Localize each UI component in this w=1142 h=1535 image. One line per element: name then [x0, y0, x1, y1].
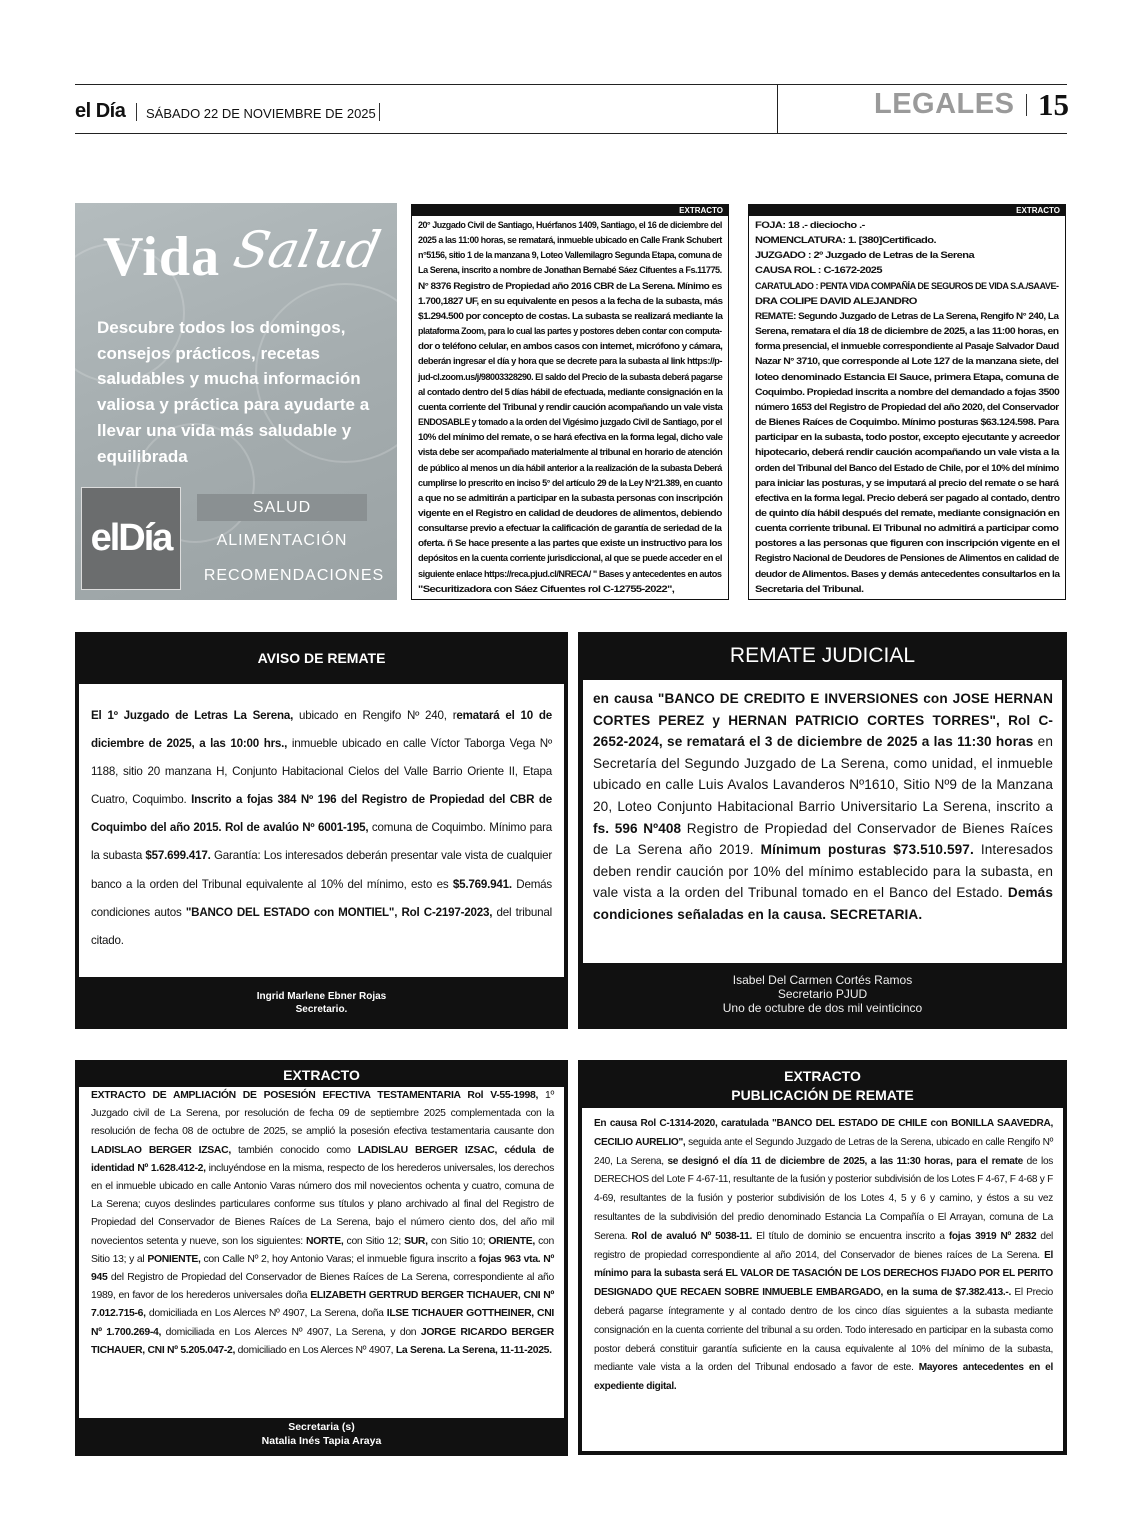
extracto-publicacion-box [578, 1060, 1067, 1455]
text: del registro de propiedad correspondiente al año 2014, del Conservador de bienes raíces de La Serena. [594, 1230, 1053, 1261]
extract-line: NOMENCLATURA: 1. [380]Certificado. [755, 235, 936, 246]
extract-line: postores a las personas que figuren con inscripción vigente en el [755, 538, 1060, 549]
extract-line: Nazar N° 3710, que corresponde al Lote 127 de la manzana siete, del [755, 356, 1059, 367]
extract-line: DRA COLIPE DAVID ALEJANDRO [755, 295, 917, 306]
text-bold: El 1º Juzgado de Letras La Serena, [91, 709, 294, 722]
extract-line: La Serena, inscrito a nombre de Jonathan Bernabé Sáez Cifuentes a Fs.11775. [418, 265, 722, 276]
newspaper-logo: el Día [75, 100, 126, 122]
text-bold: Inscrito a fojas 384 Nº 196 del Registro de Propiedad del CBR de Coquimbo del año 2015. Rol de avalúo Nº 6001-195, [91, 793, 552, 835]
notice-title-line: EXTRACTO [784, 1068, 861, 1084]
extracto-posesion-box [75, 1060, 568, 1456]
extract-line: Secretaria del Tribunal. [755, 583, 864, 594]
text: El título de dominio se encuentra inscrito a [752, 1230, 949, 1242]
notice-title [578, 1067, 1067, 1105]
extract-line: al contado dentro del 5 días hábil de efectuada, mediante consignación en la [418, 386, 723, 397]
header-pipe [136, 103, 137, 121]
extract-line: JUZGADO : 2º Juzgado de Letras de la Serena [755, 250, 975, 261]
text: también conocido como [230, 1144, 358, 1156]
extract-body [412, 216, 728, 597]
text-bold: Demás condiciones señaladas en la causa. SECRETARIA. [593, 885, 1053, 922]
extract-line: consultarse previo a efectuar la calificación de garantía de seriedad de la [418, 523, 722, 534]
signature-role: Secretario. [295, 1004, 348, 1015]
header-divider [777, 84, 778, 134]
text: del tribunal citado. [91, 905, 553, 947]
text-bold: EXTRACTO DE AMPLIACIÓN DE POSESIÓN EFECTIVA TESTAMENTARIA Rol V-55-1998, [91, 1090, 539, 1101]
extract-line: depósitos en la cuenta corriente jurisdiccional, al que se puede acceder en el [418, 553, 722, 564]
signature-name: Isabel Del Carmen Cortés Ramos [732, 973, 913, 987]
notice-body-panel [79, 684, 564, 977]
extract-line: cuenta corriente del Tribunal y rendir caución acompañando un vale vista [418, 401, 723, 412]
text-bold: se designó el día 11 de diciembre de 2025, a las 11:30 horas, para el remate [667, 1155, 1023, 1167]
text-bold: PONIENTE, [147, 1253, 201, 1265]
text-bold: Mínimum posturas $73.510.597. [760, 842, 974, 858]
header-top-rule [75, 84, 1067, 85]
extract-line: "Securitizadora con Sáez Cifuentes rol C-12755-2022", [418, 583, 675, 594]
header-pipe [379, 103, 380, 121]
text-bold: $5.769.941. [452, 877, 512, 891]
notice-signature [578, 973, 1067, 1015]
text-bold: El mínimo para la subasta será EL VALOR DE TASACIÓN DE LOS DERECHOS FIJADO POR EL PERITO DESIGNADO QUE RECAEN SOBRE INMUEBLE EMBARGADO, en la suma de $7.382.413.-. [594, 1249, 1053, 1299]
text: Demás condiciones autos [91, 877, 552, 919]
text-bold: NORTE, [305, 1235, 344, 1247]
notice-body [79, 684, 564, 955]
text: incluyéndose en la misma, respecto de los herederos universales, los derechos en el inmueble ubicado en calle Antonio Varas número dos mil novecientos ochenta y cuatro, comuna de La Serena; cuyos deslindes particulares conforme sus títulos y plano archivado al final del Registro de Propiedad del Conservador de Bienes Raíces de La Serena, bajo el número ciento dos, del año mil novecientos setenta y nueve, son los siguientes: [91, 1162, 554, 1247]
text-bold: fojas 963 vta. Nº 945 [91, 1253, 554, 1284]
vida-salud-ad [75, 203, 397, 600]
text: seguida ante el Segundo Juzgado de Letras de la Serena, ubicado en calle Rengifo Nº 240, La Serena, [594, 1136, 1054, 1167]
extract-line: de quinto día hábil después del remate, mediante consignación en [755, 507, 1060, 518]
notice-body-panel [582, 1108, 1063, 1451]
extract-line: orden del Tribunal del Banco del Estado de Chile, por el 10% del mínimo [755, 462, 1059, 473]
extract-line: efectiva en la forma legal. Precio deberá ser pagado al contado, dentro [755, 492, 1060, 503]
notice-body-panel [79, 1087, 564, 1418]
notice-title: REMATE JUDICIAL [729, 644, 916, 667]
extract-line: dor o teléfono celular, en ambos casos con internet, micrófono y cámara, [418, 341, 723, 352]
text: domiciliada en Los Alerces Nº 4907, La Serena, doña [145, 1308, 387, 1320]
text: 1º Juzgado civil de La Serena, por resolución de fecha 09 de septiembre 2025 complementada con la resolución de fecha 08 de octubre de 2025, se amplió la posesión efectiva testamentaria causante don [91, 1090, 554, 1138]
el-dia-logo: elDía [81, 487, 181, 590]
text-bold: JORGE RICARDO BERGER TICHAUER, CNI Nº 5.205.047-2, [91, 1326, 555, 1356]
text-bold: ELIZABETH GERTRUD BERGER TICHAUER, CNI Nº 7.012.715-6, [91, 1290, 555, 1320]
notice-title: AVISO DE REMATE [257, 650, 386, 666]
text-bold: Mayores antecedentes en el expediente digital. [594, 1362, 1053, 1393]
text-bold: LADISLAU BERGER IZSAC, cédula de identidad Nº 1.628.412-2, [91, 1144, 554, 1174]
text-bold: La Serena. La Serena, 11-11-2025. [395, 1344, 552, 1356]
text: con Calle Nº 2, hoy Antonio Varas; el inmueble figura inscrito a [200, 1253, 479, 1265]
header-pipe [1026, 94, 1027, 116]
extract-line: jud-cl.zoom.us/j/98003328290. El saldo del Precio de la subasta deberá pagarse [418, 371, 723, 382]
extract-line: CARATULADO : PENTA VIDA COMPAÑÍA DE SEGUROS DE VIDA S.A./SAAVE- [755, 280, 1059, 291]
ad-tag-alimentacion: ALIMENTACIÓN [216, 532, 348, 549]
text: domiciliado en Los Alerces Nº 4907, [235, 1344, 396, 1356]
signature-name: Natalia Inés Tapia Araya [261, 1434, 382, 1447]
remate-judicial-box [578, 632, 1067, 1029]
extract-line: deberán ingresar el día y hora que se decrete para la subasta al link https://p- [418, 356, 723, 367]
ad-title-vida: Vida [103, 226, 221, 288]
text: de los DERECHOS del Lote F 4-67-11, resultante de la fusión y posterior subdivisión de los Lotes F 4-67, F 4-68 y F 4-69, resultantes de la fusión y posterior subdivisión de los Lotes 4, 5 y 6 y camino, y éstos a su vez resultantes de la subdivisión del predio denominado Estancia La Compañía o El Arrayan, comuna de La Serena. [594, 1155, 1054, 1242]
text-bold: "BANCO DEL ESTADO con MONTIEL", Rol C-2197-2023, [185, 905, 493, 919]
text-bold: LADISLAO BERGER IZSAC, [91, 1144, 231, 1156]
notice-body-panel [583, 680, 1062, 963]
extract-line: FOJA: 18 .- dieciocho .- [755, 220, 865, 230]
extract-line: Registro Nacional de Deudores de Pensiones de Alimentos en calidad de [755, 553, 1059, 564]
extract-line: 1.700,1827 UF, en su equivalente en pesos a la fecha de la subasta, más [418, 295, 723, 306]
notice-signature [75, 1421, 568, 1448]
text: en Secretaría del Segundo Juzgado de La Serena, como unidad, el inmueble ubicado en calle Luis Avalos Lavanderos Nº1610, Sitio Nº9 de la Manzana 20, Loteo Conjunto Habitacional Barrio Universitario La Serena, inscrito a [593, 734, 1054, 814]
notice-body [79, 1087, 564, 1360]
text: del Registro de Propiedad del Conservador de Bienes Raíces de La Serena, correspondiente al año 1989, en favor de los herederos universales doña [91, 1272, 554, 1302]
extract-line: 2025 a las 11:00 horas, se rematará, inmueble ubicado en Calle Frank Schubert [418, 235, 722, 246]
extract-label: EXTRACTO [412, 205, 728, 216]
extract-line: para iniciar las posturas, y se imputará al precio del remate o se hará [755, 477, 1059, 488]
text-bold: fojas 3919 Nº 2832 [948, 1230, 1037, 1242]
text-bold: en causa "BANCO DE CREDITO E INVERSIONES con JOSE HERNAN CORTES PEREZ y HERNAN PATRICIO CORTES TORRES", Rol C-2652-2024, se rematará el 3 de diciembre de 2025 a las 11:30 horas [593, 691, 1053, 750]
page-number: 15 [1038, 87, 1069, 122]
ad-description: Descubre todos los domingos, consejos prácticos, recetas saludables y mucha información valiosa y práctica para ayudarte a llevar una vida más saludable y equilibrada [97, 318, 370, 466]
notice-title-line: PUBLICACIÓN DE REMATE [731, 1087, 914, 1103]
extract-line: Serena, rematara el día 18 de diciembre de 2025, a las 11:00 horas, en [755, 326, 1059, 337]
text: con Sitio 10; [427, 1235, 489, 1247]
extract-line: N° 8376 Registro de Propiedad año 2016 CBR de La Serena. Mínimo es [418, 280, 722, 291]
extract-line: oferta. ñ Se hace presente a las partes que existe un instructivo para los [418, 538, 723, 549]
notice-signature [75, 990, 568, 1016]
text: ubicado en Rengifo Nº 240, r [293, 709, 457, 722]
text: Registro de Propiedad del Conservador de Bienes Raíces de La Serena año 2019. [593, 820, 1053, 858]
extract-line: 10% del mínimo del remate, o se hará efectiva en la forma legal, dicho vale [418, 432, 723, 443]
text-bold: fs. 596 Nº408 [593, 820, 682, 836]
text: con Sitio 13; y al [91, 1235, 554, 1265]
extract-line: 20° Juzgado Civil de Santiago, Huérfanos 1409, Santiago, el 16 de diciembre del [418, 220, 722, 230]
extract-body [749, 216, 1065, 597]
extract-line: vigente en el Registro en calidad de deudores de alimentos, debiendo [418, 507, 722, 518]
ad-tag-recomendaciones: RECOMENDACIONES [203, 567, 385, 584]
extract-line: a que no se admitirán a participar en la subasta personas con inscripción [418, 492, 723, 503]
text: El Precio deberá pagarse íntegramente y al contado dentro de los cinco días siguientes a la subasta mediante consignación en la cuenta corriente del tribunal a su orden. Todo interesado en participar en la subasta como postor deberá constituir garantía suficiente en la causa equivalente al 10% del mínimo de la subasta, mediante vale vista a la orden del Tribunal endosado a favor de este. [594, 1287, 1053, 1374]
extract-line: forma presencial, el inmueble correspondiente al Pasaje Salvador Daud [755, 341, 1059, 352]
extract-line: de público al menos un día hábil anterior a la realización de la subasta Deberá [418, 462, 722, 473]
extract-line: hipotecario, deberá rendir caución acompañando un vale vista a la [755, 447, 1059, 458]
text-bold: SUR, [404, 1235, 428, 1247]
text-bold: ILSE TICHAUER GOTTHEINER, CNI Nº 1.700.269-4, [91, 1308, 554, 1338]
extract-box-coquimbo [748, 204, 1066, 600]
notice-body [582, 1108, 1063, 1397]
extract-line: deudor de Alimentos. Bases y demás antecedentes consultarlos en la [755, 568, 1060, 579]
section-title: LEGALES [874, 88, 1015, 120]
text: Garantía: Los interesados deberán presentar vale vista de cualquier banco a la orden del Tribunal equivalente al 10% del mínimo, esto es [91, 849, 553, 891]
extract-line: número 1653 del Registro de Propiedad del año 2020, del Conservador [755, 401, 1059, 412]
extract-line: loteo denominado Estancia El Sauce, primera Etapa, comuna de [755, 371, 1059, 382]
notice-body [583, 680, 1062, 926]
ad-title-salud: Salud [228, 221, 386, 279]
extract-line: n°5156, sitio 1 de la manzana 9, Loteo Vallemilagro Segunda Etapa, comuna de [418, 250, 722, 261]
signature-name: Ingrid Marlene Ebner Rojas [256, 991, 387, 1002]
text-bold: ORIENTE, [488, 1235, 535, 1247]
text: Interesados deben rendir caución por 10% del mínimo establecido para la subasta, en vale vista a la orden del Tribunal tomado en el Banco del Estado. [593, 842, 1053, 901]
signature-role: Secretaria (s) [288, 1421, 355, 1433]
extract-line: participar en la subasta, todo postor, excepto ejecutante y acreedor [755, 432, 1060, 443]
issue-date: SÁBADO 22 DE NOVIEMBRE DE 2025 [146, 106, 376, 121]
text-bold: Rol de avaluó Nº 5038-11. [631, 1230, 752, 1242]
ad-tag-salud: SALUD [197, 494, 367, 521]
extract-line: siguiente enlace https://reca.pjud.cl/NRECA/ " Bases y antecedentes en autos [418, 568, 722, 579]
extract-line: REMATE: Segundo Juzgado de Letras de La Serena, Rengifo N° 240, La [755, 310, 1059, 321]
extract-line: cuenta corriente tribunal. El Tribunal no admitirá a participar como [755, 523, 1059, 534]
header-bottom-rule [75, 133, 1067, 134]
extract-line: plataforma Zoom, para lo cual las partes y postores deben contar con computa- [418, 326, 722, 337]
text: domiciliada en Los Alerces Nº 4907, La Serena, y don [161, 1326, 421, 1338]
extract-box-santiago [411, 204, 729, 600]
notice-title: EXTRACTO [283, 1067, 360, 1083]
extract-label: EXTRACTO [749, 205, 1065, 216]
extract-line: CAUSA ROL : C-1672-2025 [755, 265, 883, 276]
text-bold: $57.699.417. [145, 849, 211, 863]
text: con Sitio 12; [343, 1235, 405, 1247]
extract-line: Coquimbo. Propiedad inscrita a nombre del demandado a fojas 3500 [755, 386, 1060, 397]
text: comuna de Coquimbo. Mínimo para la subasta [91, 821, 552, 863]
signature-date: Uno de octubre de dos mil veinticinco [722, 1001, 923, 1015]
signature-role: Secretario PJUD [777, 987, 868, 1001]
extract-line: ENDOSABLE y tomado a la orden del Vigésimo juzgado Civil de Santiago, por el [418, 417, 722, 428]
text: inmueble ubicado en calle Víctor Taborga Vega Nº 1188, sitio 20 manzana H, Conjunto Habitacional Cielos del Valle Barrio Oriente II, Etapa Cuatro, Coquimbo. [91, 737, 552, 807]
aviso-remate-box [75, 632, 568, 1029]
extract-line: cumplirse lo prescrito en inciso 5° del artículo 29 de la Ley N°21.389, en cuanto [418, 477, 723, 488]
extract-line: $1.294.500 por concepto de costas. La subasta se realizará mediante la [418, 310, 723, 321]
text-bold: ematará el 10 de diciembre de 2025, a las 10:00 hrs., [91, 709, 553, 751]
text-bold: En causa Rol C-1314-2020, caratulada "BANCO DEL ESTADO DE CHILE con BONILLA SAAVEDRA, CECILIO AURELIO", [594, 1118, 1053, 1148]
extract-line: vista debe ser acompañado materialmente al tribunal en horario de atención [418, 447, 723, 458]
extract-line: de Bienes Raíces de Coquimbo. Mínimo posturas $63.124.598. Para [755, 417, 1059, 428]
